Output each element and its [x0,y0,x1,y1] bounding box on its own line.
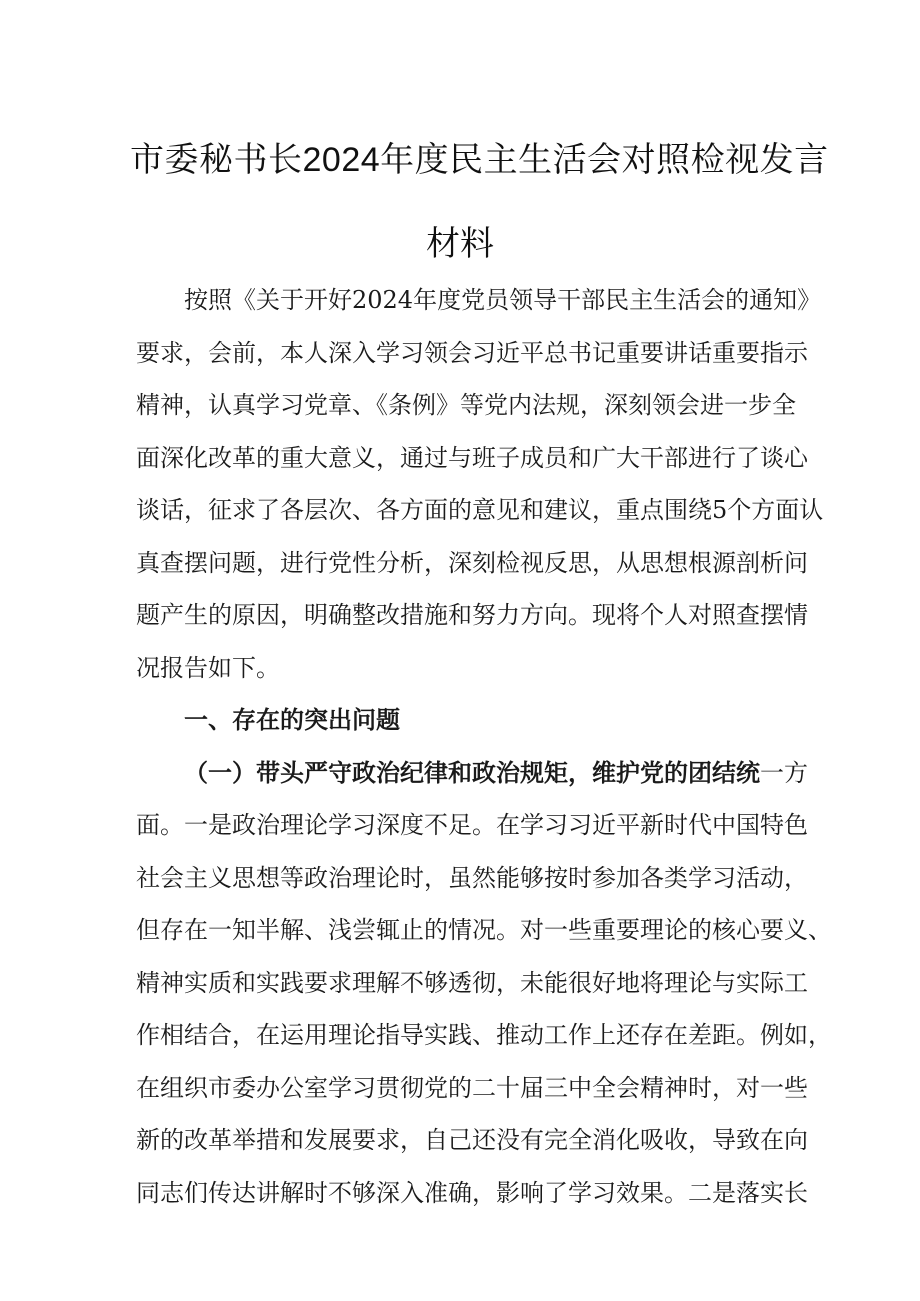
intro-line: 按照《关于开好2024年度党员领导干部民主生活会的通知》 [184,286,822,314]
intro-line: 面深化改革的重大意义，通过与班子成员和广大干部进行了谈心 [136,444,808,472]
body-line: 作相结合，在运用理论指导实践、推动工作上还存在差距。例如， [136,1021,832,1049]
body-line: 但存在一知半解、浅尝辄止的情况。对一些重要理论的核心要义、 [136,916,832,944]
intro-line: 真查摆问题，进行党性分析，深刻检视反思，从思想根源剖析问 [136,549,808,577]
body-line: 社会主义思想等政治理论时，虽然能够按时参加各类学习活动， [136,864,808,892]
document-title-line-2: 材料 [426,225,494,263]
body-line: 同志们传达讲解时不够深入准确，影响了学习效果。二是落实长 [136,1179,808,1207]
intro-line: 况报告如下。 [136,654,280,682]
intro-line: 谈话，征求了各层次、各方面的意见和建议，重点围绕5个方面认 [136,496,824,524]
body-line: 面。一是政治理论学习深度不足。在学习习近平新时代中国特色 [136,811,808,839]
intro-line: 题产生的原因，明确整改措施和努力方向。现将个人对照查摆情 [136,601,808,629]
document-title-line-1: 市委秘书长2024年度民主生活会对照检视发言 [130,141,829,179]
section-heading: 一、存在的突出问题 [184,706,400,734]
intro-line: 精神，认真学习党章、《条例》等党内法规，深刻领会进一步全 [136,391,796,419]
body-line: 精神实质和实践要求理解不够透彻，未能很好地将理论与实际工 [136,969,808,997]
subsection-heading-line [184,758,808,788]
subsection-heading-rest: 一方 [760,759,808,787]
body-line: 新的改革举措和发展要求，自己还没有完全消化吸收，导致在向 [136,1126,808,1154]
intro-line: 要求，会前，本人深入学习领会习近平总书记重要讲话重要指示 [136,339,808,367]
subsection-heading-bold: （一）带头严守政治纪律和政治规矩，维护党的团结统 [184,759,760,787]
body-line: 在组织市委办公室学习贯彻党的二十届三中全会精神时，对一些 [136,1074,808,1102]
